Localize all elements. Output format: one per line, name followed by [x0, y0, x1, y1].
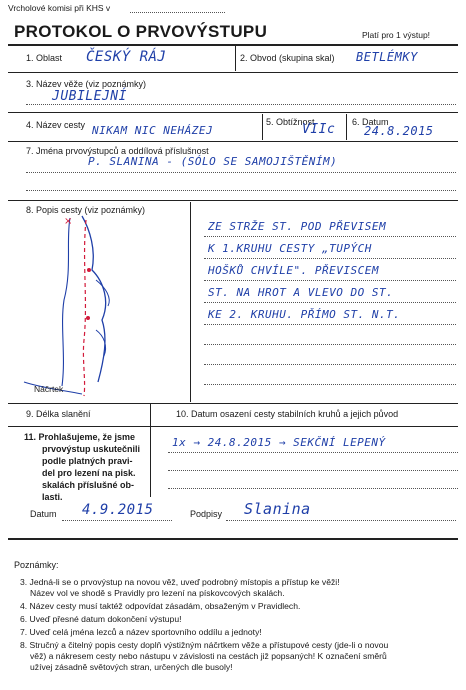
date-value: 4.9.2015: [82, 502, 154, 518]
field-4-label: 4. Název cesty: [26, 120, 86, 130]
route-description-line-5: KE 2. KRUHU. PŘÍMO ST. N.T.: [208, 308, 401, 321]
field-6-value: 24.8.2015: [364, 124, 434, 138]
note-line: 4. Název cesty musí taktéž odpovídat zásadám, obsaženým v Pravidlech.: [20, 601, 301, 611]
field-8-label: 8. Popis cesty (viz poznámky): [26, 205, 146, 215]
route-line: [83, 220, 86, 396]
field-4-value: NIKAM NIC NEHÁZEJ: [92, 124, 214, 137]
signature: Slanina: [244, 500, 311, 518]
field-10-label: 10. Datum osazení cesty stabilních kruhů a jejich původ: [176, 409, 399, 419]
bolt-1-mark: [87, 268, 91, 272]
note-line: užívej zásadně světových stran, určených dle busoly!: [30, 662, 233, 672]
sketch-label: Náčrtek: [34, 384, 64, 394]
route-description-line-4: ST. NA HROT A VLEVO DO ST.: [208, 286, 394, 299]
declaration-line-6: lasti.: [42, 492, 63, 502]
commission-label: Vrcholové komisi při KHS v: [8, 3, 111, 13]
note-line: 6. Uveď přesné datum dokončení výstupu!: [20, 614, 182, 624]
page-title: PROTOKOL O PRVOVÝSTUPU: [14, 22, 268, 41]
bolt-2-mark: [86, 316, 90, 320]
declaration-line-2: prvovýstup uskutečnili: [42, 444, 141, 454]
route-description-line-2: K 1.KRUHU CESTY „TUPÝCH: [208, 242, 372, 255]
note-line: 8. Stručný a čitelný popis cesty doplň výstižným náčrtkem věže a přístupové cesty (jde-li o novou: [20, 640, 389, 650]
declaration-line-3: podle platných pravi-: [42, 456, 133, 466]
field-7-label: 7. Jména prvovýstupců a oddílová příslušnost: [26, 146, 209, 156]
notes-title: Poznámky:: [14, 560, 59, 570]
validity-note: Platí pro 1 výstup!: [362, 30, 431, 40]
declaration-line-4: del pro lezení na pisk.: [42, 468, 136, 478]
note-line: Název vol ve shodě s Pravidly pro lezení na pískovcových skalách.: [30, 588, 285, 598]
field-5-value: VIIc: [302, 122, 336, 137]
field-3-value: JUBILEJNÍ: [52, 89, 127, 104]
signatures-label: Podpisy: [190, 509, 223, 519]
field-2-value: BETLÉMKY: [356, 50, 418, 64]
field-3-label: 3. Název věže (viz poznámky): [26, 79, 147, 89]
declaration-line-1: 11. Prohlašujeme, že jsme: [24, 432, 136, 442]
note-line: 3. Jedná-li se o prvovýstup na novou věž, uveď podrobný místopis a přístup ke věži!: [20, 577, 340, 587]
tower-outline-left: [62, 216, 73, 386]
field-5-label: 5. Obtížnost: [266, 117, 315, 127]
route-sketch: [12, 210, 187, 405]
field-9-label: 9. Délka slanění: [26, 409, 91, 419]
top-anchor-mark: ×: [64, 216, 73, 227]
field-1-value: ČESKÝ RÁJ: [86, 49, 167, 65]
field-1-label: 1. Oblast: [26, 53, 63, 63]
route-description-line-3: HOŠKŮ CHVÍLE". PŘEVISCEM: [208, 264, 379, 277]
note-line: 7. Uveď celá jména lezců a název sportovního oddílu a jednoty!: [20, 627, 262, 637]
field-6-label: 6. Datum: [352, 117, 389, 127]
declaration-line-5: skalách příslušné ob-: [42, 480, 135, 490]
date-label: Datum: [30, 509, 57, 519]
note-line: věž) a nákresem cesty nebo nástupu v závislosti na cestách již popsaných! K označení směrů: [30, 651, 387, 661]
overhang-mark: [96, 280, 109, 306]
field-2-label: 2. Obvod (skupina skal): [240, 53, 335, 63]
field-10-value: 1x → 24.8.2015 → SEKČNÍ LEPENÝ: [172, 436, 386, 449]
route-description-line-1: ZE STRŽE ST. POD PŘEVISEM: [208, 220, 387, 233]
field-7-value: P. SLANINA - (SÓLO SE SAMOJIŠTĚNÍM): [88, 155, 338, 168]
